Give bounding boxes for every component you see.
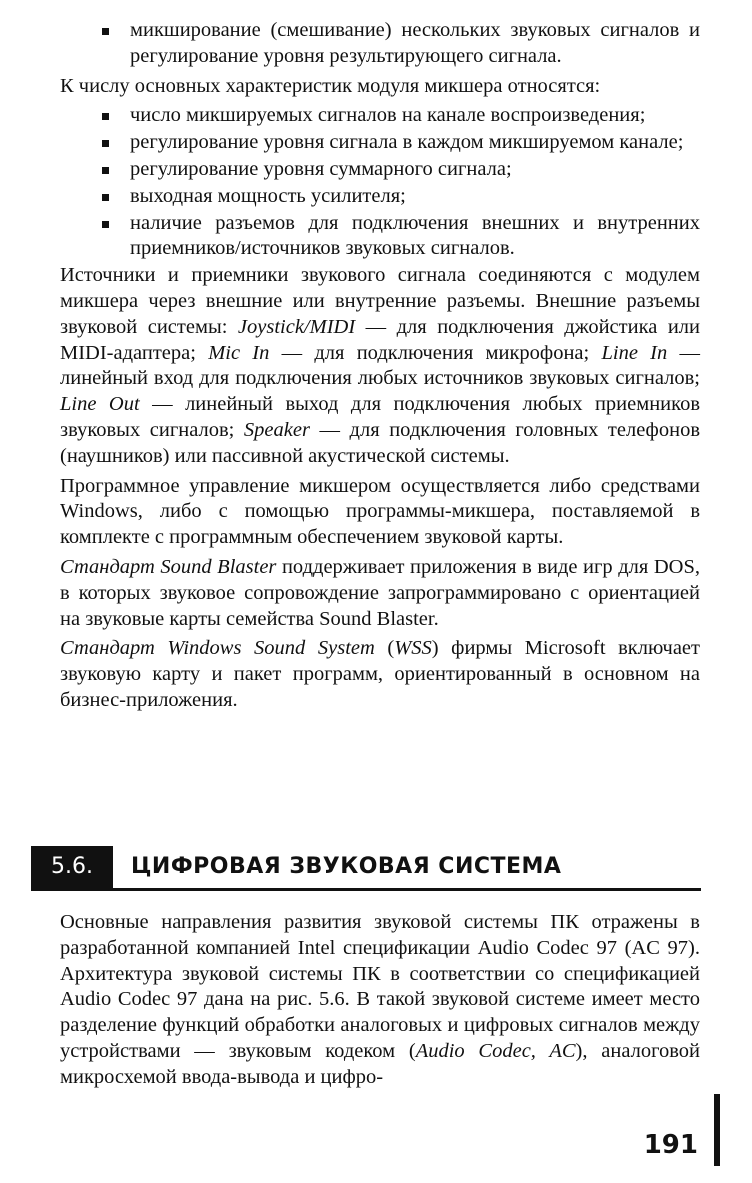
- wss-paragraph: Стандарт Windows Sound System (WSS) фирмы Microsoft включает звуковую карту и пакет программ, ориентированный в основном на бизнес-приложения.: [60, 637, 700, 711]
- sound-blaster-paragraph: Стандарт Sound Blaster поддерживает приложения в виде игр для DOS, в которых звуковое сопровождение запрограммировано с ориентацией на звуковые карты семейства Sound Blaster.: [60, 555, 700, 630]
- audio-codec-paragraph: Основные направления развития звуковой системы ПК отражены в разработанной компанией Intel спецификации Audio Codec 97 (AC 97). Архитектура звуковой системы ПК в соответствии со спецификацией Audio Codec 97 дана на рис. 5.6. В такой звуковой системе имеет место разделение функций обработки аналоговых и цифровых сигналов между устройствами — звуковым кодеком (Audio Codec, AC), аналоговой микросхемой ввода-вывода и цифро-: [60, 911, 700, 1088]
- mixer-intro: К числу основных характеристик модуля микшера относятся:: [60, 74, 601, 97]
- section-body: [60, 910, 700, 1095]
- wss-standard-term: Стандарт Windows Sound System: [60, 637, 375, 660]
- speaker-term: Speaker: [243, 418, 310, 441]
- list-item: регулирование уровня суммарного сигнала;: [60, 157, 700, 183]
- section-number: 5.6.: [31, 846, 113, 888]
- list-item: выходная мощность усилителя;: [60, 184, 700, 210]
- mic-in-term: Mic In: [208, 341, 270, 364]
- page-edge-bar: [714, 1094, 720, 1166]
- mixer-characteristics-list: [60, 103, 700, 262]
- line-in-term: Line In: [601, 341, 668, 364]
- wss-abbr: WSS: [394, 637, 432, 660]
- sound-blaster-term: Стандарт Sound Blaster: [60, 555, 277, 578]
- software-control-paragraph: Программное управление микшером осуществляется либо средствами Windows, либо с помощью программы-микшера, поставляемой в комплекте с программным обеспечением звуковой карты.: [60, 474, 700, 549]
- section-heading: [31, 846, 701, 891]
- page-body: [60, 18, 700, 718]
- connectors-paragraph: Источники и приемники звукового сигнала соединяются с модулем микшера через внешние или внутренние разъемы. Внешние разъемы звуковой системы: Joystick/MIDI — для подключения джойстика или MIDI-адаптера; Mic In — для подключения микрофона; Line In — линейный вход для подключения любых источников звуковых сигналов; Line Out — линейный выход для подключения любых приемников звуковых сигналов; Speaker — для подключения головных телефонов (наушников) или пассивной акустической системы.: [60, 264, 701, 467]
- joystick-term: Joystick/MIDI: [237, 315, 356, 338]
- section-title: ЦИФРОВАЯ ЗВУКОВАЯ СИСТЕМА: [131, 854, 562, 879]
- list-item: наличие разъемов для подключения внешних и внутренних приемников/источников звуковых сигналов.: [60, 211, 700, 263]
- top-bullet-list: [60, 18, 700, 70]
- page-number: 191: [643, 1130, 698, 1160]
- line-out-term: Line Out: [60, 393, 140, 416]
- audio-codec-term: Audio Codec, AC: [415, 1039, 576, 1062]
- list-item: регулирование уровня сигнала в каждом микшируемом канале;: [60, 130, 700, 156]
- list-item: число микшируемых сигналов на канале воспроизведения;: [60, 103, 700, 129]
- list-item: микширование (смешивание) нескольких звуковых сигналов и регулирование уровня результирующего сигнала.: [60, 18, 700, 70]
